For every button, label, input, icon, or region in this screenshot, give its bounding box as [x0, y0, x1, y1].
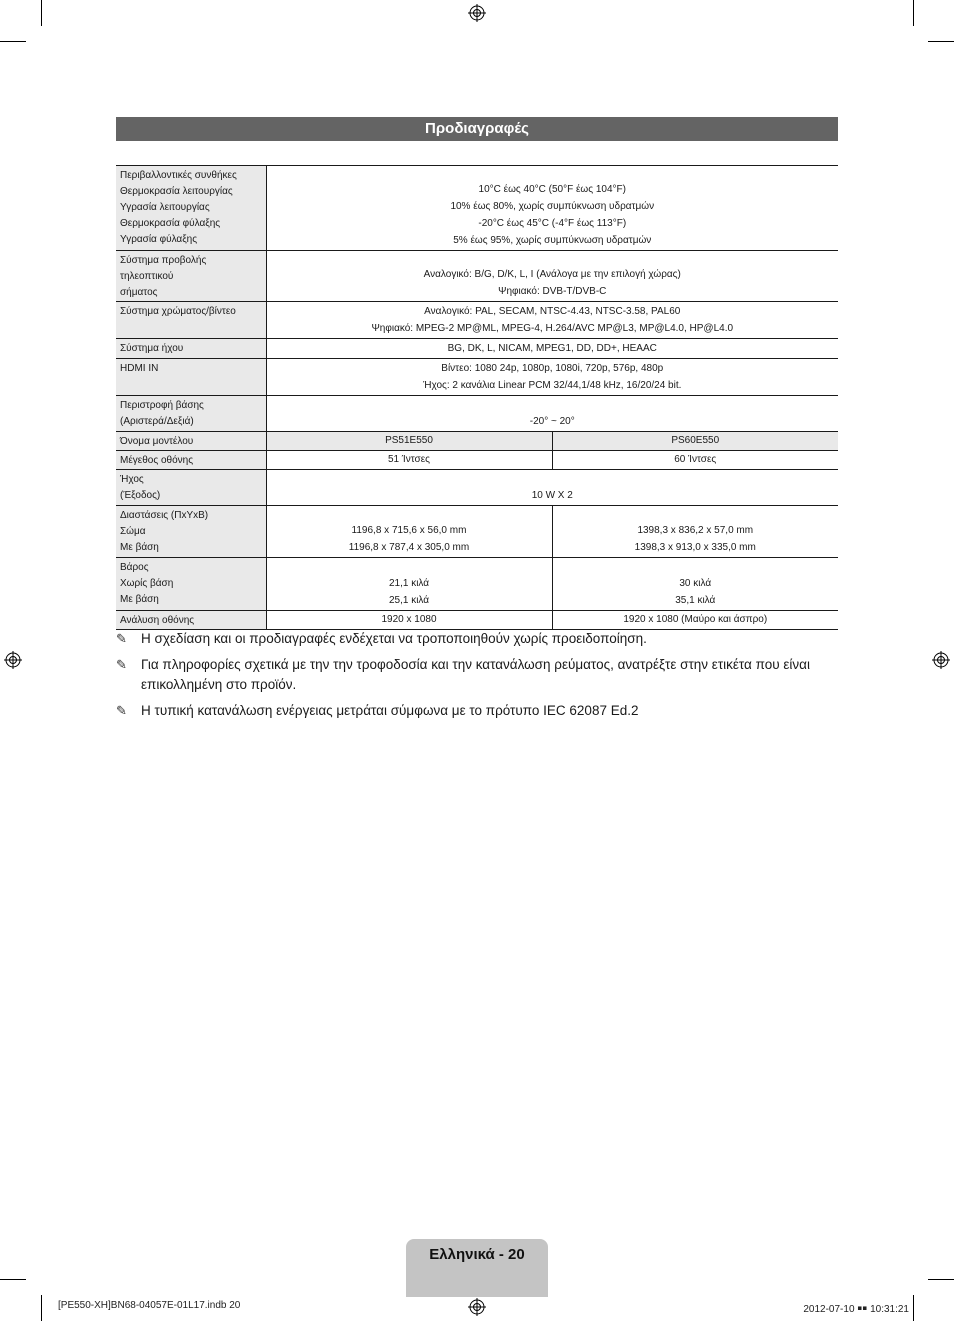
row-value — [266, 396, 838, 432]
row-label — [116, 339, 266, 359]
value-line: Ήχος: 2 κανάλια Linear PCM 32/44,1/48 kHz, 16/20/24 bit. — [423, 380, 682, 391]
value-line: 1398,3 x 836,2 x 57,0 mm — [637, 525, 754, 536]
value-line: Αναλογικό: PAL, SECAM, NTSC-4.43, NTSC-3.58, PAL60 — [424, 306, 681, 317]
value-line: 10% έως 80%, χωρίς συμπύκνωση υδρατμών — [450, 201, 655, 212]
label-line: Ήχος — [120, 474, 144, 485]
model-a-value — [266, 506, 552, 558]
row-value: 10 W X 2 — [266, 470, 838, 506]
model-a-value: 1920 x 1080 — [266, 611, 552, 630]
value-line: Βίντεο: 1080 24p, 1080p, 1080i, 720p, 576p, 480p — [441, 363, 664, 374]
model-a-value: 51 Ίντσες — [266, 451, 552, 470]
table-row — [116, 166, 838, 251]
label-line: HDMI IN — [120, 363, 159, 374]
table-row — [116, 302, 838, 339]
label-line: Διαστάσεις (ΠxΥxΒ) — [120, 510, 209, 521]
table-row — [116, 506, 838, 558]
crop-mark — [928, 1279, 954, 1280]
label-line: Θερμοκρασία φύλαξης — [120, 218, 221, 229]
table-row — [116, 558, 838, 611]
footer-file: [PE550-XH]BN68-04057E-01L17.indb 20 — [58, 1300, 241, 1311]
footer-timestamp: 2012-07-10 ￭￭ 10:31:21 — [803, 1304, 909, 1315]
label-line: Σύστημα χρώματος/βίντεο — [120, 306, 236, 317]
row-value — [266, 302, 838, 339]
label-line: Υγρασία φύλαξης — [120, 234, 198, 245]
value-line: -20°C έως 45°C (-4°F έως 113°F) — [478, 218, 627, 229]
value-line: -20° ~ 20° — [529, 416, 575, 427]
model-b-value: 60 Ίντσες — [552, 451, 838, 470]
table-row — [116, 339, 838, 359]
row-value — [266, 166, 838, 251]
table-row — [116, 611, 838, 630]
value-line: 1196,8 x 787,4 x 305,0 mm — [348, 542, 470, 553]
row-label: Μέγεθος οθόνης — [116, 451, 266, 470]
spec-table — [116, 165, 838, 630]
model-b-header: PS60E550 — [552, 432, 838, 451]
row-label — [116, 506, 266, 558]
label-line: (Έξοδος) — [120, 490, 161, 501]
row-label — [116, 470, 266, 506]
label-line: Περιστροφή βάσης — [120, 400, 204, 411]
label-line: σήματος — [120, 287, 158, 298]
value-line: 5% έως 95%, χωρίς συμπύκνωση υδρατμών — [453, 235, 652, 246]
notes-list — [116, 629, 838, 727]
crop-mark — [41, 0, 42, 26]
note-text: Για πληροφορίες σχετικά με την την τροφοδοσία και την κατανάλωση ρεύματος, ανατρέξτε στην ετικέτα που είναι επικολλημένη στο προϊόν. — [141, 657, 810, 692]
label-line: Σώμα — [120, 526, 146, 537]
row-label — [116, 251, 266, 302]
value-line: 30 κιλά — [679, 578, 712, 589]
label-line: Θερμοκρασία λειτουργίας — [120, 186, 233, 197]
value-line: 35,1 κιλά — [675, 595, 716, 606]
registration-mark-icon — [468, 4, 486, 22]
page-label: Ελληνικά - 20 — [429, 1246, 525, 1263]
row-value — [266, 339, 838, 359]
registration-mark-icon — [4, 651, 22, 669]
note-item — [116, 629, 838, 649]
value-line: 1196,8 x 715,6 x 56,0 mm — [351, 525, 467, 536]
note-text: Η σχεδίαση και οι προδιαγραφές ενδέχεται να τροποποιηθούν χωρίς προειδοποίηση. — [141, 631, 647, 646]
registration-mark-icon — [932, 651, 950, 669]
value-line: 1398,3 x 913,0 x 335,0 mm — [634, 542, 756, 553]
label-line: Υγρασία λειτουργίας — [120, 202, 210, 213]
row-label — [116, 558, 266, 611]
value-line: 21,1 κιλά — [388, 578, 430, 589]
row-value — [266, 251, 838, 302]
value-line: Αναλογικό: B/G, D/K, L, I (Ανάλογα με την επιλογή χώρας) — [423, 269, 681, 280]
value-line: Ψηφιακό: MPEG-2 MP@ML, MPEG-4, H.264/AVC MP@L3, MP@L4.0, HP@L4.0 — [371, 323, 734, 334]
pencil-note-icon: ✎ — [116, 631, 127, 646]
crop-mark — [41, 1295, 42, 1321]
label-line: Βάρος — [120, 562, 149, 573]
value-line: Ψηφιακό: DVB-T/DVB-C — [498, 286, 607, 297]
registration-mark-icon — [468, 1298, 486, 1316]
model-b-value — [552, 506, 838, 558]
row-label — [116, 359, 266, 396]
label-line: Με βάση — [120, 594, 159, 605]
model-a-header: PS51E550 — [266, 432, 552, 451]
table-row — [116, 251, 838, 302]
page-number-tab — [406, 1239, 548, 1297]
pencil-note-icon: ✎ — [116, 703, 127, 718]
label-line: Χωρίς βάση — [120, 578, 174, 589]
label-line: Περιβαλλοντικές συνθήκες — [120, 170, 237, 181]
label-line: Σύστημα ήχου — [120, 343, 184, 354]
crop-mark — [913, 1295, 914, 1321]
table-row — [116, 396, 838, 432]
value-line: 25,1 κιλά — [388, 595, 430, 606]
note-text: Η τυπική κατανάλωση ενέργειας μετράται σύμφωνα με το πρότυπο IEC 62087 Ed.2 — [141, 703, 639, 718]
pencil-note-icon: ✎ — [116, 657, 127, 672]
row-label — [116, 302, 266, 339]
note-item — [116, 655, 838, 695]
row-label — [116, 166, 266, 251]
table-row — [116, 432, 838, 451]
row-label: Ανάλυση οθόνης — [116, 611, 266, 630]
row-value — [266, 359, 838, 396]
table-row — [116, 470, 838, 506]
note-item — [116, 701, 838, 721]
model-b-value — [552, 558, 838, 611]
value-line: BG, DK, L, NICAM, MPEG1, DD, DD+, HEAAC — [447, 343, 657, 354]
row-label — [116, 396, 266, 432]
section-title: Προδιαγραφές — [116, 117, 838, 141]
row-label: Όνομα μοντέλου — [116, 432, 266, 451]
label-line: Σύστημα προβολής τηλεοπτικού — [120, 255, 207, 282]
table-row — [116, 451, 838, 470]
crop-mark — [0, 41, 26, 42]
crop-mark — [913, 0, 914, 26]
label-line: Με βάση — [120, 542, 159, 553]
value-line: 10°C έως 40°C (50°F έως 104°F) — [478, 184, 626, 195]
crop-mark — [0, 1279, 26, 1280]
crop-mark — [928, 41, 954, 42]
model-a-value — [266, 558, 552, 611]
table-row — [116, 359, 838, 396]
label-line: (Αριστερά/Δεξιά) — [120, 416, 194, 427]
model-b-value: 1920 x 1080 (Μαύρο και άσπρο) — [552, 611, 838, 630]
